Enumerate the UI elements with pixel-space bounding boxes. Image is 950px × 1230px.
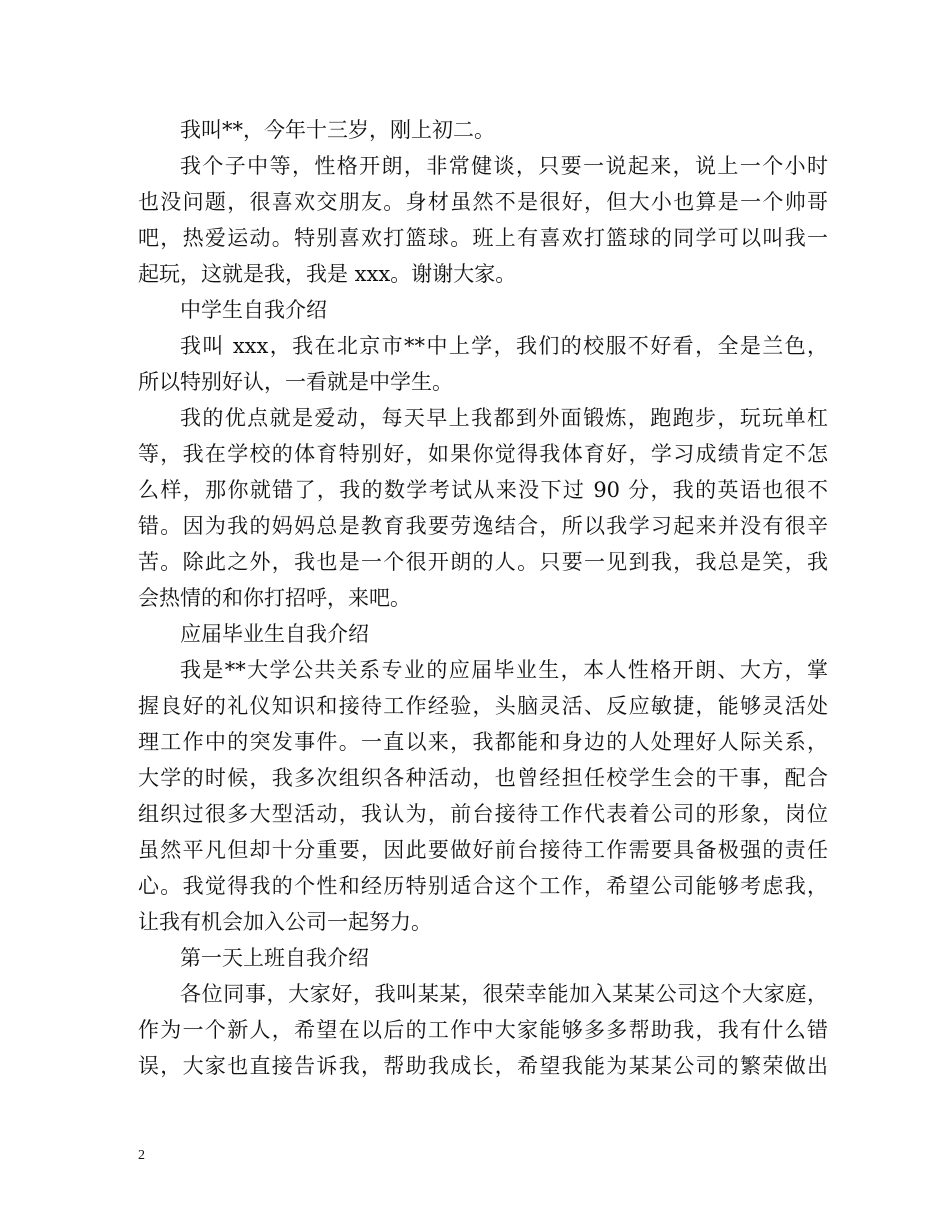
text-line: 苦。除此之外，我也是一个很开朗的人。只要一见到我，我总是笑，我 [138,550,828,574]
text-line: 误，大家也直接告诉我，帮助我成长，希望我能为某某公司的繁荣做出 [138,1054,828,1078]
text-line: 所以特别好认，一看就是中学生。 [138,370,453,394]
text-line: 组织过很多大型活动，我认为，前台接待工作代表着公司的形象，岗位 [138,802,828,826]
text-line: 作为一个新人，希望在以后的工作中大家能够多多帮助我，我有什么错 [138,1018,828,1042]
text-line: 会热情的和你打招呼，来吧。 [138,586,411,610]
text-line: 我是**大学公共关系专业的应届毕业生，本人性格开朗、大方，掌 [180,658,828,682]
text-line: 握良好的礼仪知识和接待工作经验，头脑灵活、反应敏捷，能够灵活处 [138,694,828,718]
text-line: 各位同事，大家好，我叫某某，很荣幸能加入某某公司这个大家庭， [180,982,828,1006]
text-line: 也没问题，很喜欢交朋友。身材虽然不是很好，但大小也算是一个帅哥 [138,190,828,214]
text-line: 我叫**，今年十三岁，刚上初二。 [180,118,495,142]
text-line: 等，我在学校的体育特别好，如果你觉得我体育好，学习成绩肯定不怎 [138,442,828,466]
text-line: 理工作中的突发事件。一直以来，我都能和身边的人处理好人际关系， [138,730,828,754]
text-line: 起玩，这就是我，我是 xxx。谢谢大家。 [138,262,517,286]
section-heading: 第一天上班自我介绍 [180,946,369,970]
text-line: 我的优点就是爱动，每天早上我都到外面锻炼，跑跑步，玩玩单杠 [180,406,828,430]
text-line: 么样，那你就错了，我的数学考试从来没下过 90 分，我的英语也很不 [138,478,828,502]
text-line: 虽然平凡但却十分重要，因此要做好前台接待工作需要具备极强的责任 [138,838,828,862]
section-heading: 应届毕业生自我介绍 [180,622,369,646]
text-line: 让我有机会加入公司一起努力。 [138,910,432,934]
text-line: 我个子中等，性格开朗，非常健谈，只要一说起来，说上一个小时 [180,154,828,178]
text-line: 大学的时候，我多次组织各种活动，也曾经担任校学生会的干事，配合 [138,766,828,790]
section-heading: 中学生自我介绍 [180,298,327,322]
text-line: 吧，热爱运动。特别喜欢打篮球。班上有喜欢打篮球的同学可以叫我一 [138,226,828,250]
text-line: 错。因为我的妈妈总是教育我要劳逸结合，所以我学习起来并没有很辛 [138,514,828,538]
text-line: 心。我觉得我的个性和经历特别适合这个工作，希望公司能够考虑我， [138,874,828,898]
page-number: 2 [138,1148,145,1163]
text-line: 我叫 xxx，我在北京市**中上学，我们的校服不好看，全是兰色， [180,334,828,358]
